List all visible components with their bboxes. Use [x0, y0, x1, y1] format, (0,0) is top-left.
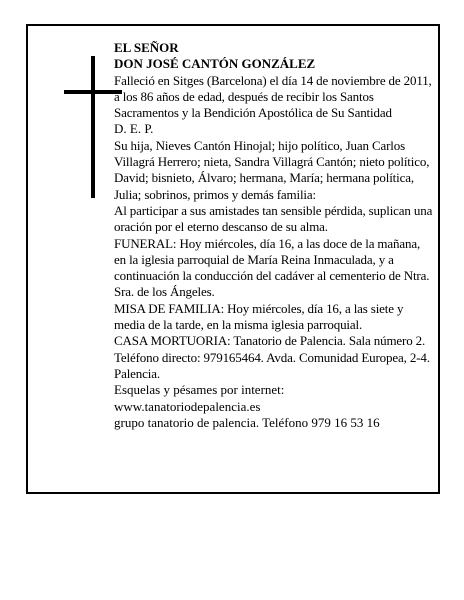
- obituary-notice: [26, 24, 440, 494]
- funeral-details: FUNERAL: Hoy miércoles, día 16, a las doce de la mañana, en la iglesia parroquial de María Reina Inmaculada, y a continuación la conducción del cadáver al cementerio de Ntra. Sra. de los Ángeles.: [114, 235, 430, 300]
- family-list: Su hija, Nieves Cantón Hinojal; hijo político, Juan Carlos Villagrá Herrero; nieta, Sandra Villagrá Cantón; nieto político, David; bisnieto, Álvaro; hermana, María; hermana política, Julia; sobrinos, primos y demás familia:: [114, 137, 430, 202]
- cross-vertical-bar: [91, 56, 95, 198]
- notice-body: [114, 40, 434, 431]
- notice-title: EL SEÑOR: [114, 40, 179, 55]
- death-information: Falleció en Sitges (Barcelona) el día 14 de noviembre de 2011, a los 86 años de edad, después de recibir los Santos Sacramentos y la Bendición Apostólica de Su Santidad: [114, 72, 432, 121]
- funeral-home-details: CASA MORTUORIA: Tanatorio de Palencia. Sala número 2. Teléfono directo: 979165464. Avda. Comunidad Europea, 2-4. Palencia.: [114, 333, 430, 381]
- family-mass-details: MISA DE FAMILIA: Hoy miércoles, día 16, a las siete y media de la tarde, en la misma iglesia parroquial.: [114, 300, 404, 333]
- website-link[interactable]: www.tanatoriodepalencia.es: [114, 398, 261, 414]
- footer-contact: grupo tanatorio de palencia. Teléfono 979 16 53 16: [114, 414, 380, 430]
- deceased-name: DON JOSÉ CANTÓN GONZÁLEZ: [114, 56, 316, 72]
- rest-in-peace: D. E. P.: [114, 121, 154, 137]
- prayer-request: Al participar a sus amistades tan sensible pérdida, suplican una oración por el eterno descanso de su alma.: [114, 202, 433, 235]
- condolences-label: Esquelas y pésames por internet:: [114, 382, 285, 398]
